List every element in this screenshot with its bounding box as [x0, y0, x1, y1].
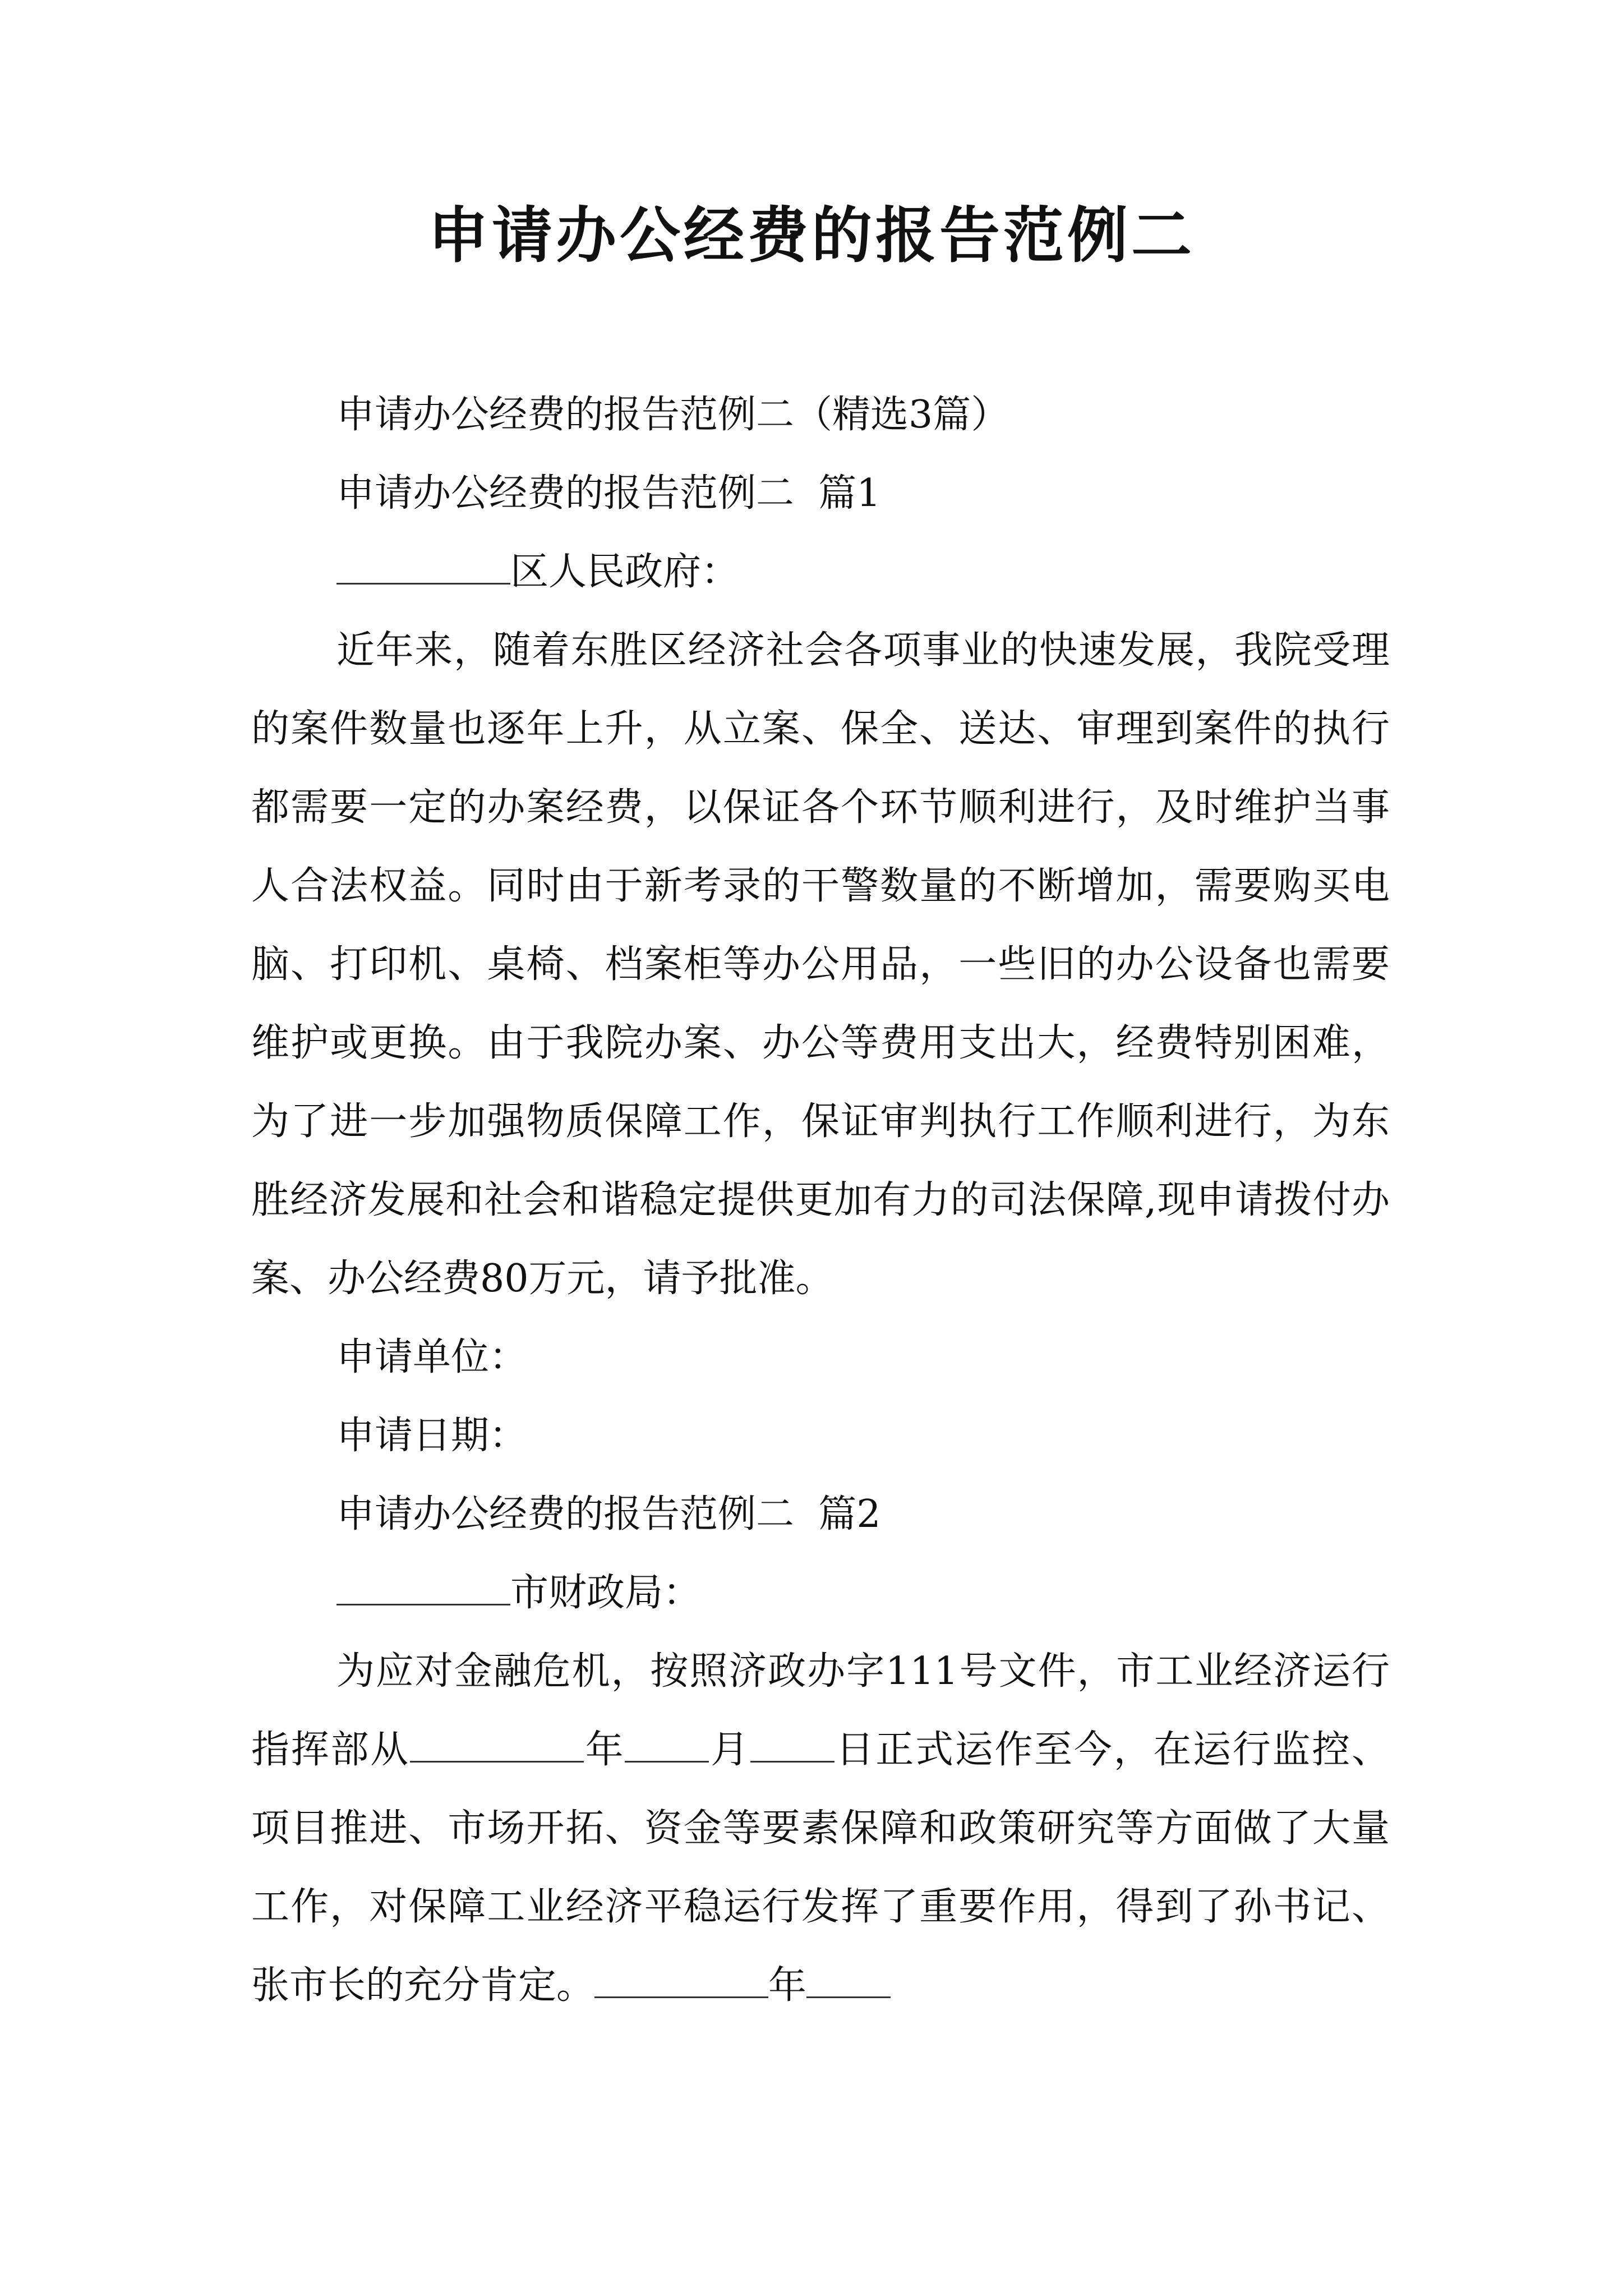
year-blank-2 [594, 1963, 768, 1998]
month-blank [625, 1727, 709, 1763]
piece2-body [251, 1632, 1390, 2025]
month-label: 月 [709, 1728, 750, 1772]
piece2-addressee: 市财政局： [510, 1571, 702, 1615]
piece2-body-a: 为应对金融危机，按照济政办字111号文件，市工业经济运行指挥部从 [251, 1649, 1390, 1772]
year-label-2: 年 [768, 1963, 807, 2008]
piece2-addressee-line [251, 1554, 1390, 1632]
document-title: 申请办公经费的报告范例二 [427, 200, 1195, 271]
year-label: 年 [583, 1728, 625, 1772]
trailing-blank [806, 1963, 891, 1998]
document-body [251, 376, 1390, 2025]
piece1-unit: 申请单位： [336, 1335, 528, 1379]
subtitle: 申请办公经费的报告范例二（精选3篇） [336, 393, 1009, 437]
piece1-date: 申请日期： [336, 1414, 528, 1458]
year-blank [410, 1727, 584, 1763]
addressee-blank [336, 549, 510, 585]
piece1-addressee: 区人民政府： [510, 550, 740, 594]
piece2-heading: 申请办公经费的报告范例二 篇2 [336, 1492, 881, 1536]
piece1-heading: 申请办公经费的报告范例二 篇1 [336, 471, 881, 516]
day-blank [750, 1727, 834, 1763]
addressee-blank [336, 1570, 510, 1605]
piece1-body: 近年来，随着东胜区经济社会各项事业的快速发展，我院受理的案件数量也逐年上升，从立案、保全、送达、审理到案件的执行都需要一定的办案经费，以保证各个环节顺利进行，及时维护当事人合法权益。同时由于新考录的干警数量的不断增加，需要购买电脑、打印机、桌椅、档案柜等办公用品，一些旧的办公设备也需要维护或更换。由于我院办案、办公等费用支出大，经费特别困难，为了进一步加强物质保障工作，保证审判执行工作顺利进行，为东胜经济发展和社会和谐稳定提供更加有力的司法保障,现申请拨付办案、办公经费80万元，请予批准。 [251, 628, 1390, 1301]
piece1-addressee-line [251, 533, 1390, 611]
piece2-body-b: 日正式运作至今，在运行监控、项目推进、市场开拓、资金等要素保障和政策研究等方面做了大量工作，对保障工业经济平稳运行发挥了重要作用，得到了孙书记、张市长的充分肯定。 [251, 1728, 1390, 2008]
